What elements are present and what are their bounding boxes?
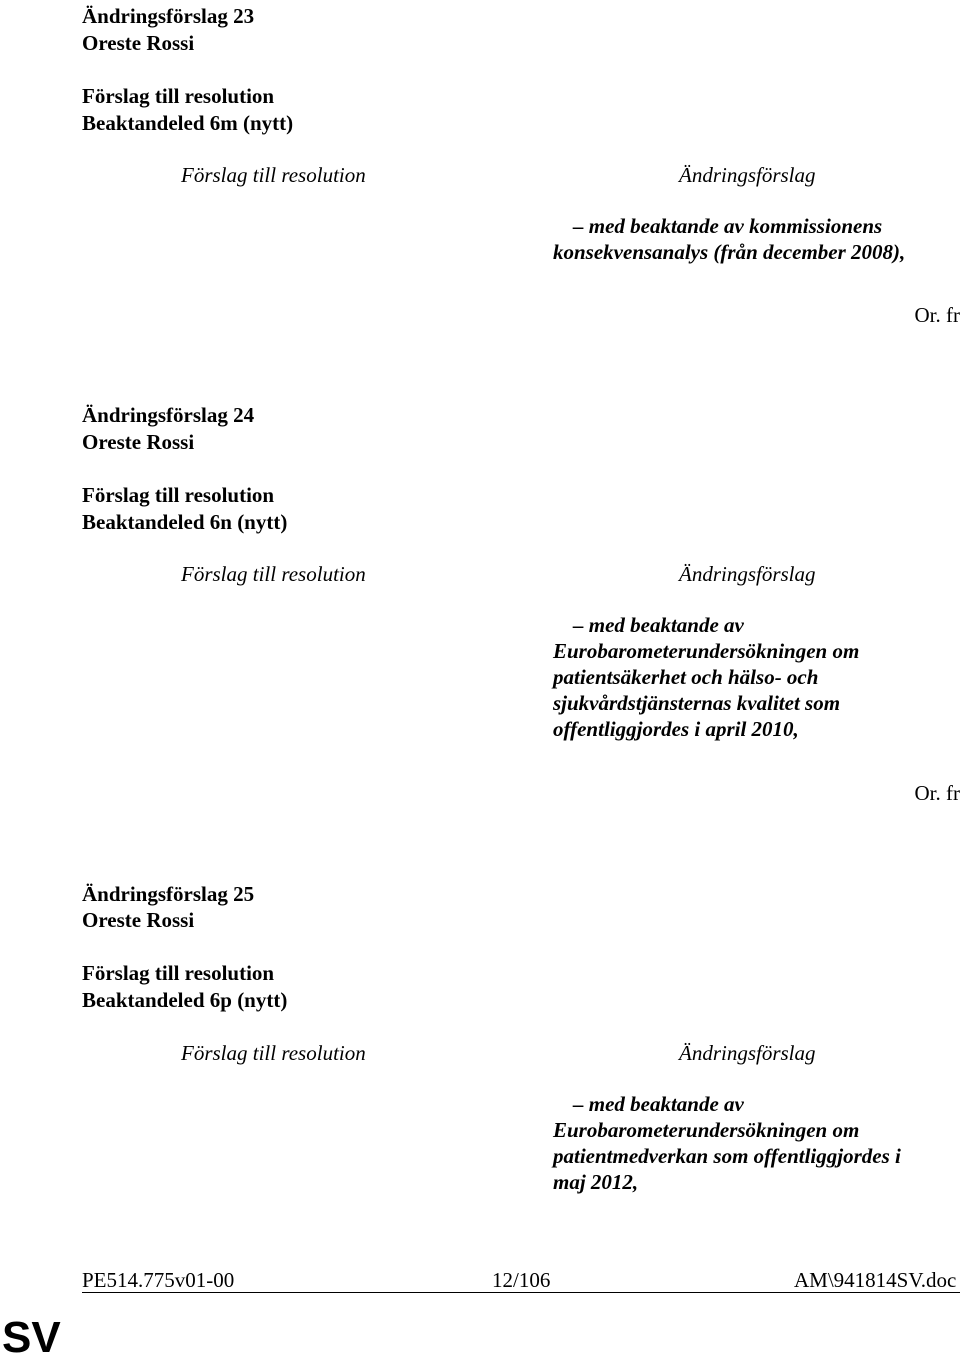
amendment-author: Oreste Rossi — [82, 429, 194, 455]
footer-file-name: AM\941814SV.doc — [794, 1267, 956, 1293]
amendment-text-line: – med beaktande av — [553, 612, 953, 638]
amendment-doc-type: Förslag till resolution — [82, 83, 274, 109]
amendment-title: Ändringsförslag 25 — [82, 881, 254, 907]
column-heading-right: Ändringsförslag — [679, 1040, 816, 1066]
amendment-doc-type: Förslag till resolution — [82, 960, 274, 986]
amendment-title: Ändringsförslag 24 — [82, 402, 254, 428]
amendment-text-line: patientmedverkan som offentliggjordes i — [553, 1143, 953, 1169]
amendment-text — [553, 612, 953, 742]
amendment-title: Ändringsförslag 23 — [82, 3, 254, 29]
amendment-text-line: Eurobarometerundersökningen om — [553, 1117, 953, 1143]
amendment-text-line: offentliggjordes i april 2010, — [553, 716, 953, 742]
amendment-text-line: – med beaktande av — [553, 1091, 953, 1117]
amendment-text-line: konsekvensanalys (från december 2008), — [553, 239, 953, 265]
amendment-text-line: maj 2012, — [553, 1169, 953, 1195]
amendment-text — [553, 1091, 953, 1195]
amendment-citation: Beaktandeled 6m (nytt) — [82, 110, 293, 136]
column-heading-right: Ändringsförslag — [679, 561, 816, 587]
amendment-text — [553, 213, 953, 265]
language-code: SV — [2, 1316, 61, 1360]
original-language: Or. fr — [915, 780, 960, 806]
column-heading-left: Förslag till resolution — [181, 162, 366, 188]
amendment-text-line: sjukvårdstjänsternas kvalitet som — [553, 690, 953, 716]
amendment-text-line: – med beaktande av kommissionens — [553, 213, 953, 239]
amendment-text-line: Eurobarometerundersökningen om — [553, 638, 953, 664]
original-language: Or. fr — [915, 302, 960, 328]
footer-page-number: 12/106 — [492, 1267, 550, 1293]
amendment-text-line: patientsäkerhet och hälso- och — [553, 664, 953, 690]
amendment-citation: Beaktandeled 6p (nytt) — [82, 987, 287, 1013]
column-heading-left: Förslag till resolution — [181, 1040, 366, 1066]
amendment-author: Oreste Rossi — [82, 907, 194, 933]
amendment-citation: Beaktandeled 6n (nytt) — [82, 509, 287, 535]
column-heading-left: Förslag till resolution — [181, 561, 366, 587]
footer-rule — [82, 1292, 960, 1293]
footer-reference: PE514.775v01-00 — [82, 1267, 234, 1293]
amendment-doc-type: Förslag till resolution — [82, 482, 274, 508]
amendment-author: Oreste Rossi — [82, 30, 194, 56]
column-heading-right: Ändringsförslag — [679, 162, 816, 188]
